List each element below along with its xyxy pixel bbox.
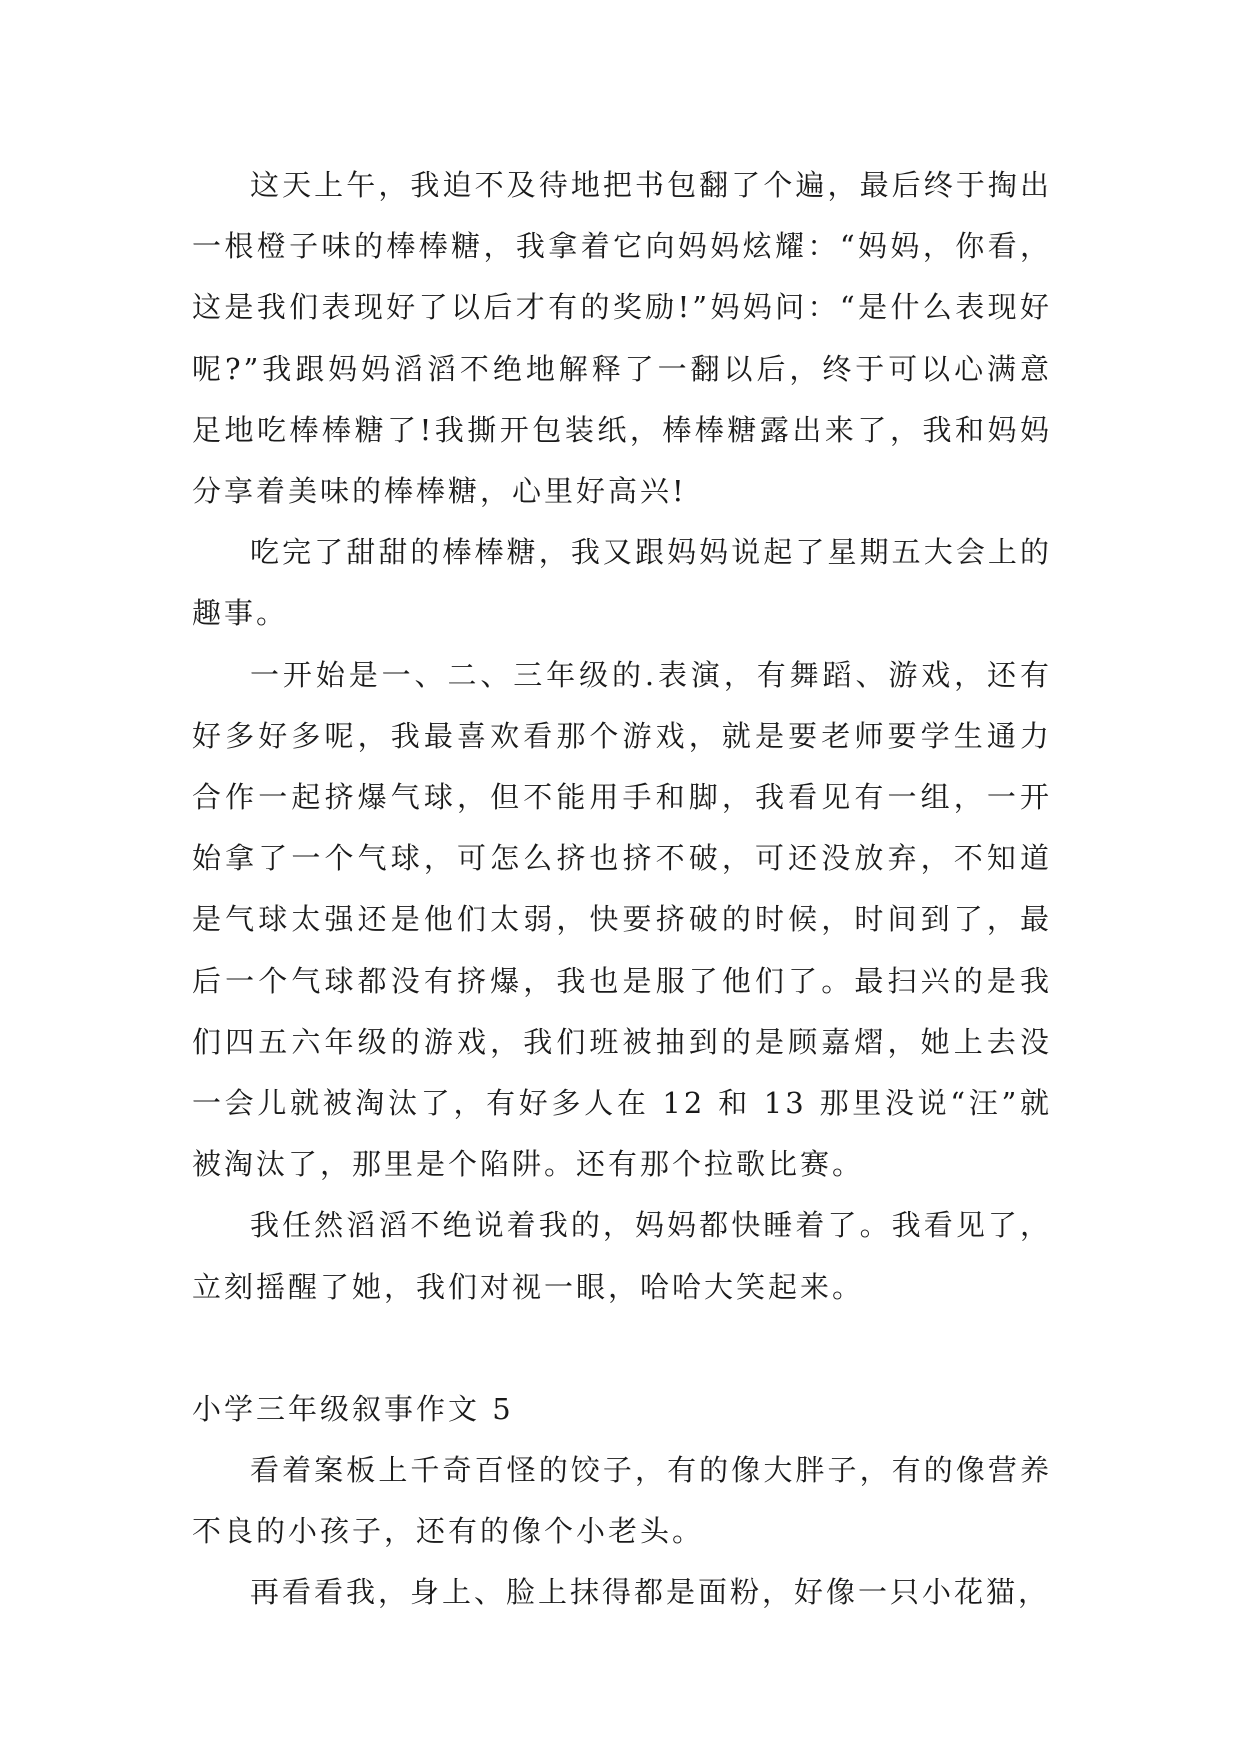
paragraph-flour-cat: 再看看我，身上、脸上抹得都是面粉，好像一只小花猫， — [250, 1575, 1051, 1610]
paragraph-balloon-game: 一开始是一、二、三年级的.表演，有舞蹈、游戏，还有好多好多呢，我最喜欢看那个游戏，就是要老师要学生通力合作一起挤爆气球，但不能用手和脚，我看见有一组，一开始拿了一个气球，可怎么挤也挤不破，可还没放弃，不知道是气球太强还是他们太弱，快要挤破的时候，时间到了，最后一个气球都没有挤爆，我也是服了他们了。最扫兴的是我们四五六年级的游戏，我们班被抽到的是顾嘉熠，她上去没一会儿就被淘汰了，有好多人在 12 和 13 那里没说“汪”就被淘汰了，那里是个陷阱。还有那个拉歌比赛。 — [192, 657, 1052, 1182]
paragraph-dumplings: 看着案板上千奇百怪的饺子，有的像大胖子，有的像营养不良的小孩子，还有的像个小老头。 — [192, 1453, 1052, 1549]
paragraph-lollipop: 这天上午，我迫不及待地把书包翻了个遍，最后终于掏出一根橙子味的棒棒糖，我拿着它向妈妈炫耀：“妈妈，你看，这是我们表现好了以后才有的奖励!”妈妈问：“是什么表现好呢?”我跟妈妈滔滔不绝地解释了一翻以后，终于可以心满意足地吃棒棒糖了!我撕开包装纸，棒棒糖露出来了，我和妈妈分享着美味的棒棒糖，心里好高兴! — [192, 168, 1052, 509]
paragraph-assembly-intro: 吃完了甜甜的棒棒糖，我又跟妈妈说起了星期五大会上的趣事。 — [192, 535, 1052, 631]
section-title: 小学三年级叙事作文 5 — [192, 1391, 514, 1426]
paragraph-laughing: 我任然滔滔不绝说着我的，妈妈都快睡着了。我看见了，立刻摇醒了她，我们对视一眼，哈哈大笑起来。 — [192, 1208, 1052, 1304]
document-page — [192, 155, 1052, 1624]
